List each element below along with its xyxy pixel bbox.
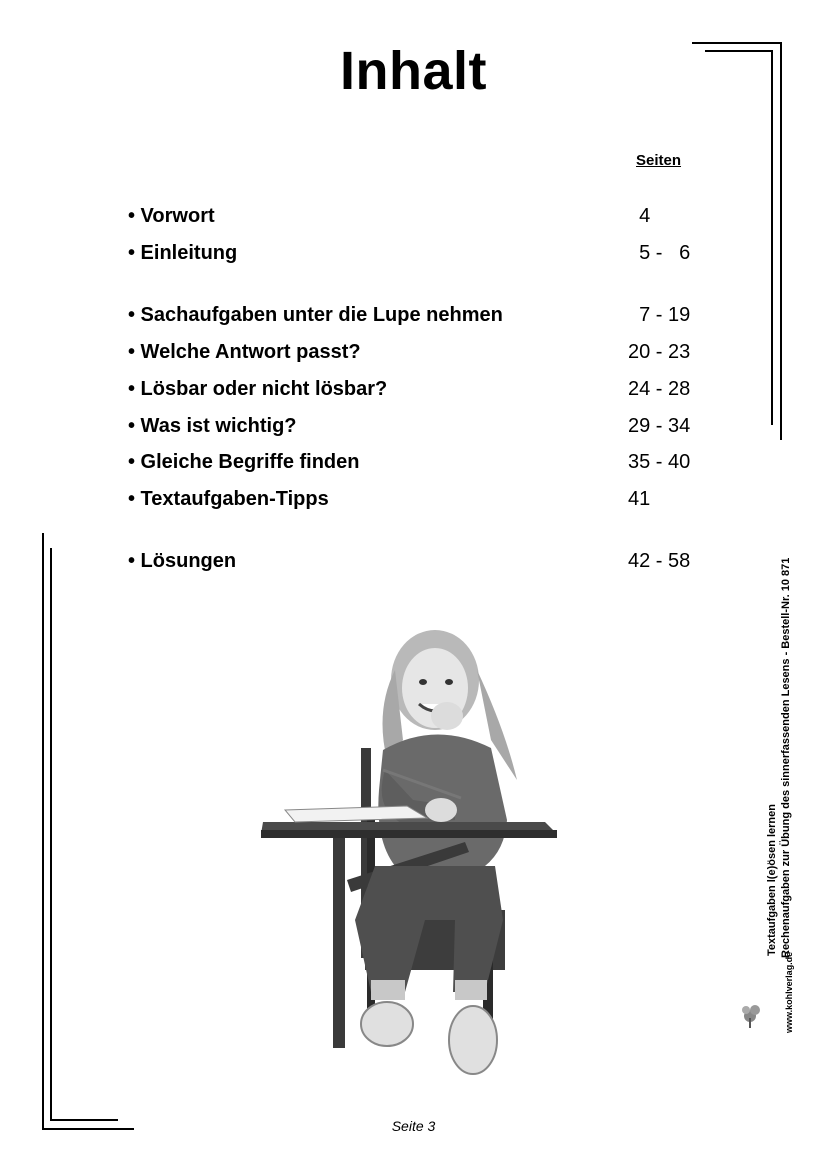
toc-item-label: • Gleiche Begriffe finden xyxy=(128,451,360,473)
publisher-logo xyxy=(740,958,780,1033)
page-title: Inhalt xyxy=(340,41,487,101)
toc-item-label: • Textaufgaben-Tipps xyxy=(128,488,329,510)
frame-bottom-left-inner-v xyxy=(50,548,52,1120)
toc-item-pages: 20 - 23 xyxy=(628,341,691,363)
frame-bottom-left-outer-v xyxy=(42,533,44,1130)
toc-item-pages: 42 - 58 xyxy=(628,550,691,572)
toc-item-label: • Sachaufgaben unter die Lupe nehmen xyxy=(128,304,503,326)
toc-item-pages: 35 - 40 xyxy=(628,451,691,473)
book-title-side-text: Textaufgaben l(e)ösen lernen xyxy=(766,804,778,956)
toc-item-pages: 24 - 28 xyxy=(628,378,691,400)
toc-item-label: • Vorwort xyxy=(128,205,215,227)
toc-item-label: • Lösungen xyxy=(128,550,237,572)
toc-item-pages: 41 xyxy=(628,488,651,510)
book-subtitle-side-text: Rechenaufgaben zur Übung des sinnerfassenden Lesens - Bestell-Nr. 10 871 xyxy=(780,557,792,958)
toc-item-label: • Was ist wichtig? xyxy=(128,415,297,437)
toc-item-label: • Lösbar oder nicht lösbar? xyxy=(128,378,388,400)
toc-item-pages: 4 xyxy=(628,205,651,227)
page-number-footer: Seite 3 xyxy=(391,1118,436,1134)
tree-icon xyxy=(740,958,780,1033)
toc-item-label: • Welche Antwort passt? xyxy=(128,341,361,363)
pages-column-header: Seiten xyxy=(636,152,682,169)
toc-item-pages: 5 - 6 xyxy=(628,242,691,264)
website-side-text: www.kohlverlag.de xyxy=(784,951,794,1033)
toc-item-pages: 7 - 19 xyxy=(628,304,691,326)
frame-top-right-inner-v xyxy=(771,50,773,425)
toc-item-label: • Einleitung xyxy=(128,242,238,264)
girl-at-desk-illustration xyxy=(255,620,565,1100)
toc-item-pages: 29 - 34 xyxy=(628,415,691,437)
